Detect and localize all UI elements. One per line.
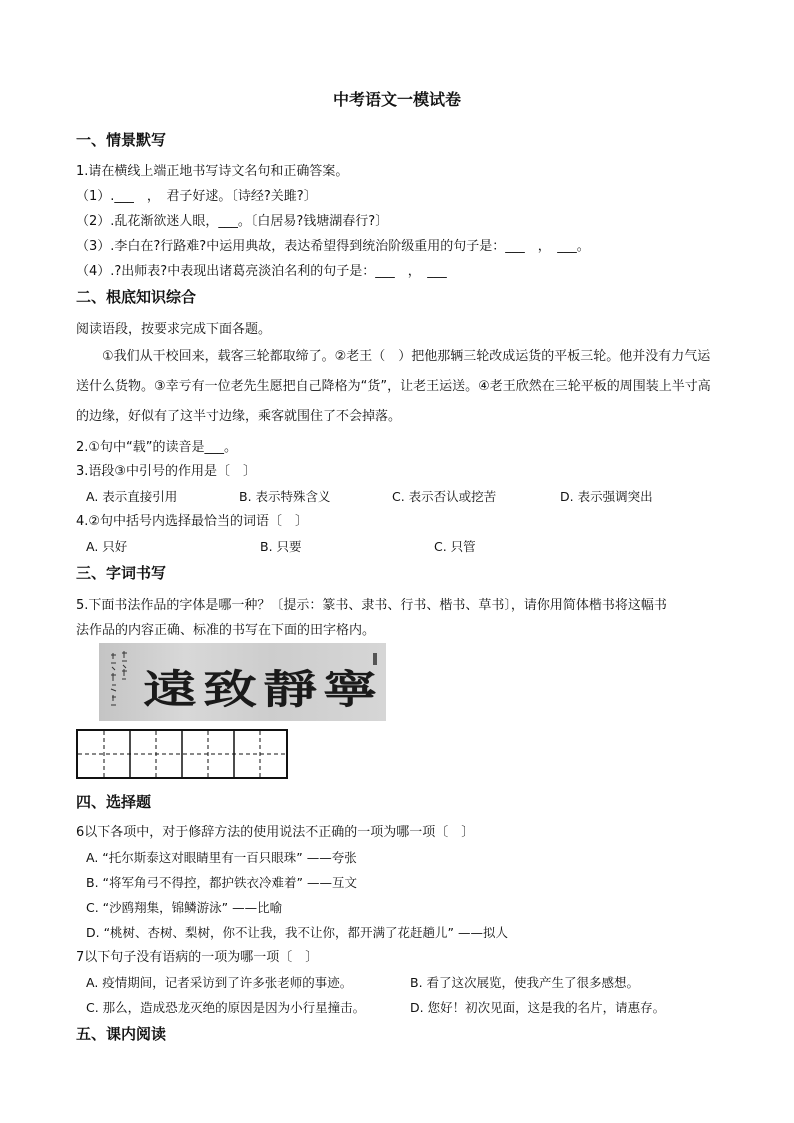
question-1-item-1: （1）.___ ， 君子好逑。〔诗经?关雎?〕 (76, 189, 317, 204)
tianzige-grid-lines (78, 731, 286, 777)
question-3-option-d: D. 表示强调突出 (560, 489, 653, 504)
question-3-option-b: B. 表示特殊含义 (239, 489, 331, 504)
question-5-stem-line-1: 5.下面书法作品的字体是哪一种？〔提示：篆书、隶书、行书、楷书、草书〕，请你用简体楷书将这幅书 (76, 598, 667, 613)
question-7-option-b: B. 看了这次展览，使我产生了很多感想。 (410, 975, 640, 990)
question-7-option-d: D. 您好！初次见面，这是我的名片，请惠存。 (410, 1000, 666, 1015)
section-heading-2: 二、根底知识综合 (76, 288, 197, 306)
calligraphy-char-4: 寧 (323, 666, 377, 713)
inscription-marks (107, 649, 133, 713)
question-1-item-4: （4）.?出师表?中表现出诸葛亮淡泊名利的句子是：___ ， ___ (76, 264, 447, 279)
question-7-option-a: A. 疫情期间，记者采访到了许多张老师的事迹。 (86, 975, 353, 990)
section-heading-3: 三、字词书写 (76, 564, 167, 582)
calligraphy-seal (373, 653, 377, 665)
question-1-stem: 1.请在横线上端正地书写诗文名句和正确答案。 (76, 164, 349, 179)
calligraphy-char-3: 靜 (263, 666, 317, 713)
question-1-item-2: （2）.乱花渐欲迷人眼，___。〔白居易?钱塘湖春行?〕 (76, 214, 389, 229)
section-heading-5: 五、课内阅读 (76, 1025, 167, 1043)
question-6-option-b: B. “将军角弓不得控，都护铁衣冷难着” ——互文 (86, 875, 357, 890)
calligraphy-image (99, 643, 386, 721)
question-3-option-a: A. 表示直接引用 (86, 489, 178, 504)
question-4-option-a: A. 只好 (86, 539, 128, 554)
section-heading-4: 四、选择题 (76, 793, 152, 811)
question-6-stem: 6以下各项中，对于修辞方法的使用说法不正确的一项为哪一项〔 〕 (76, 825, 475, 840)
question-4-option-c: C. 只管 (434, 539, 476, 554)
question-6-option-a: A. “托尔斯泰这对眼睛里有一百只眼珠” ——夸张 (86, 850, 357, 865)
question-7-option-c: C. 那么，造成恐龙灭绝的原因是因为小行星撞击。 (86, 1000, 366, 1015)
calligraphy-char-1: 遠 (143, 666, 197, 713)
tianzige-writing-grid[interactable] (76, 729, 288, 779)
question-3-option-c: C. 表示否认或挖苦 (392, 489, 497, 504)
question-3-stem: 3.语段③中引号的作用是〔 〕 (76, 464, 257, 479)
question-4-option-b: B. 只要 (260, 539, 302, 554)
page-title: 中考语文一模试卷 (332, 90, 461, 109)
calligraphy-inscription (107, 649, 133, 713)
question-6-option-d: D. “桃树、杏树、梨树，你不让我，我不让你，都开满了花赶趟儿” ——拟人 (86, 925, 508, 940)
section-heading-1: 一、情景默写 (76, 131, 167, 149)
question-6-option-c: C. “沙鸥翔集，锦鳞游泳” ——比喻 (86, 900, 283, 915)
calligraphy-char-2: 致 (203, 666, 257, 713)
question-4-stem: 4.②句中括号内选择最恰当的词语〔 〕 (76, 514, 309, 529)
question-2-stem: 2.①句中“载”的读音是___。 (76, 440, 238, 455)
question-7-stem: 7以下句子没有语病的一项为哪一项〔 〕 (76, 950, 319, 965)
reading-paragraph: ①我们从干校回来，载客三轮都取缔了。②老王（ ）把他那辆三轮改成运货的平板三轮。他并没有力气运送什么货物。③幸亏有一位老先生愿把自己降格为“货”，让老王运送。④老王欣然在三轮平板的周围装上半寸高的边缘，好似有了这半寸边缘，乘客就围住了不会掉落。 (76, 349, 711, 424)
question-1-item-3: （3）.李白在?行路难?中运用典故，表达希望得到统治阶级重用的句子是：___ ， ___。 (76, 239, 590, 254)
reading-intro: 阅读语段，按要求完成下面各题。 (76, 322, 272, 337)
question-5-stem-line-2: 法作品的内容正确、标准的书写在下面的田字格内。 (76, 623, 376, 638)
